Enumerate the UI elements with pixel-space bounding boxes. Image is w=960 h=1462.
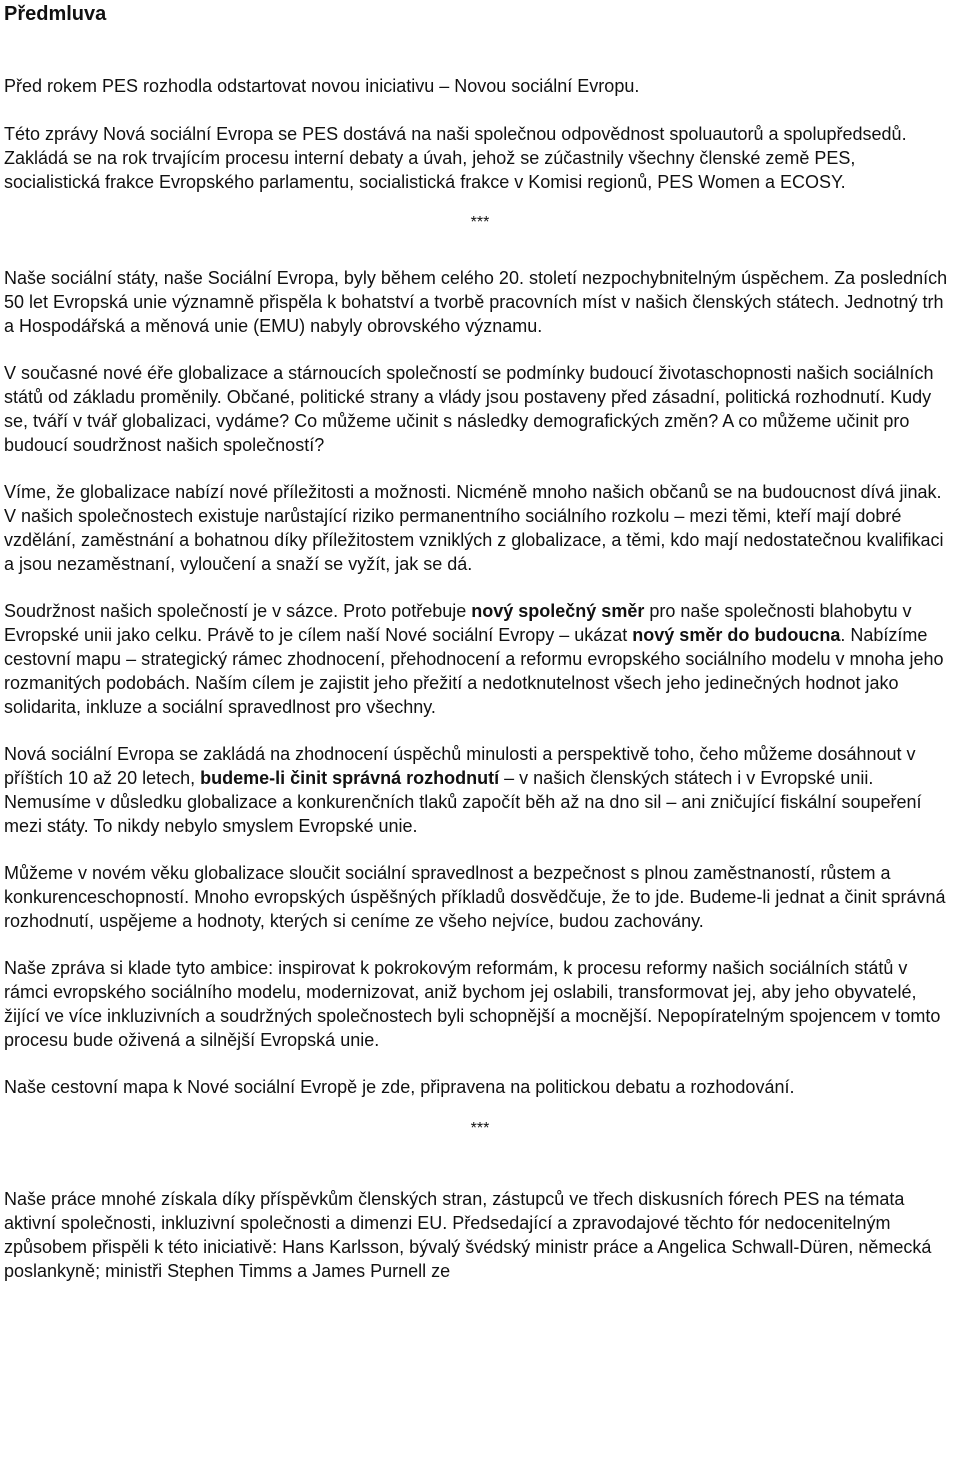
paragraph-3: Naše sociální státy, naše Sociální Evropa, byly během celého 20. století nezpochybnitelným úspěchem. Za posledních 50 let Evropská unie významně přispěla k bohatství a tvorbě pracovních míst v našich členských státech. Jednotný trh a Hospodářská a měnová unie (EMU) nabyly obrovského významu. <box>4 268 948 336</box>
paragraph-7-text-c: – v našich členských státech i v Evropské unii. Nemusíme v důsledku globalizace a konkurenčních tlaků započít běh až na dno sil – ani zničující fiskální soupeření mezi státy. To nikdy nebylo smyslem Evropské unie. <box>4 768 922 836</box>
paragraph-1: Před rokem PES rozhodla odstartovat novou iniciativu – Novou sociální Evropu. <box>4 76 640 96</box>
document-page <box>4 0 956 1283</box>
paragraph-6-text-a: Soudržnost našich společností je v sázce. Proto potřebuje <box>4 601 472 621</box>
paragraph-6-text-d: . Nabízíme cestovní mapu – strategický rámec zhodnocení, přehodnocení a reformu evropského sociálního modelu v mnoha jeho rozmanitých podobách. Naším cílem je zajistit jeho přežití a nedotknutelnost všech jeho jedinečných hodnot jako solidarita, inkluze a sociální spravedlnost pro všechny. <box>4 625 944 717</box>
paragraph-5: Víme, že globalizace nabízí nové příležitosti a možnosti. Nicméně mnoho našich občanů se na budoucnost dívá jinak. V našich společnostech existuje narůstající riziko permanentního sociálního rozkolu – mezi těmi, kteří mají dobré vzdělání, zaměstnání a bohatnou díky příležitostem vzniklých z globalizace, a těmi, kdo mají nedostatečnou kvalifikaci a jsou nezaměstnaní, vyloučení a snaží se vyžít, jak se dá. <box>4 482 944 574</box>
paragraph-10: Naše cestovní mapa k Nové sociální Evropě je zde, připravena na politickou debatu a rozhodování. <box>4 1077 795 1097</box>
section-separator-2: *** <box>470 1120 490 1137</box>
paragraph-6 <box>4 599 956 719</box>
paragraph-9: Naše zpráva si klade tyto ambice: inspirovat k pokrokovým reformám, k procesu reformy našich sociálních států v rámci evropského sociálního modelu, modernizovat, aniž bychom jej oslabili, transformovat jej, aby jeho obyvatelé, žijící ve více inkluzivních a soudržných společnostech byli schopnější a mocnější. Nepopíratelným spojencem v tomto procesu bude oživená a silnější Evropská unie. <box>4 958 941 1050</box>
paragraph-7 <box>4 742 956 838</box>
paragraph-6-emphasis-2: nový směr do budoucna <box>632 625 841 645</box>
paragraph-7-emphasis: budeme-li činit správná rozhodnutí <box>200 768 500 788</box>
document-title: Předmluva <box>4 3 107 25</box>
paragraph-2: Této zprávy Nová sociální Evropa se PES dostává na naši společnou odpovědnost spoluautorů a spolupředsedů. Zakládá se na rok trvajícím procesu interní debaty a úvah, jehož se zúčastnily všechny členské země PES, socialistická frakce Evropského parlamentu, socialistická frakce v Komisi regionů, PES Women a ECOSY. <box>4 124 907 192</box>
section-separator-1: *** <box>470 214 490 231</box>
paragraph-6-text-c: pro naše společnosti blahobytu v Evropské unii jako celku. Právě to je cílem naší Nové sociální Evropy – ukázat <box>4 601 912 645</box>
paragraph-8: Můžeme v novém věku globalizace sloučit sociální spravedlnost a bezpečnost s plnou zaměstnaností, růstem a konkurenceschopností. Mnoho evropských úspěšných příkladů dosvědčuje, že to jde. Budeme-li jednat a činit správná rozhodnutí, uspějeme a hodnoty, kterých si ceníme ze všeho nejvíce, budou zachovány. <box>4 863 946 931</box>
paragraph-11: Naše práce mnohé získala díky příspěvkům členských stran, zástupců ve třech diskusních fórech PES na témata aktivní společnosti, inkluzivní společnosti a dimenzi EU. Předsedající a zpravodajové těchto fór nedocenitelným způsobem přispěli k této iniciativě: Hans Karlsson, bývalý švédský ministr práce a Angelica Schwall-Düren, německá poslankyně; ministři Stephen Timms a James Purnell ze <box>4 1189 932 1281</box>
paragraph-4: V současné nové éře globalizace a stárnoucích společností se podmínky budoucí životaschopnosti našich sociálních států od základu proměnily. Občané, politické strany a vlády jsou postaveny před zásadní, politická rozhodnutí. Kudy se, tváří v tvář globalizaci, vydáme? Co můžeme učinit s následky demografických změn? A co můžeme učinit pro budoucí soudržnost našich společností? <box>4 363 934 455</box>
paragraph-6-emphasis-1: nový společný směr <box>471 601 645 621</box>
paragraph-7-text-a: Nová sociální Evropa se zakládá na zhodnocení úspěchů minulosti a perspektivě toho, čeho můžeme dosáhnout v příštích 10 až 20 letech, <box>4 744 916 788</box>
